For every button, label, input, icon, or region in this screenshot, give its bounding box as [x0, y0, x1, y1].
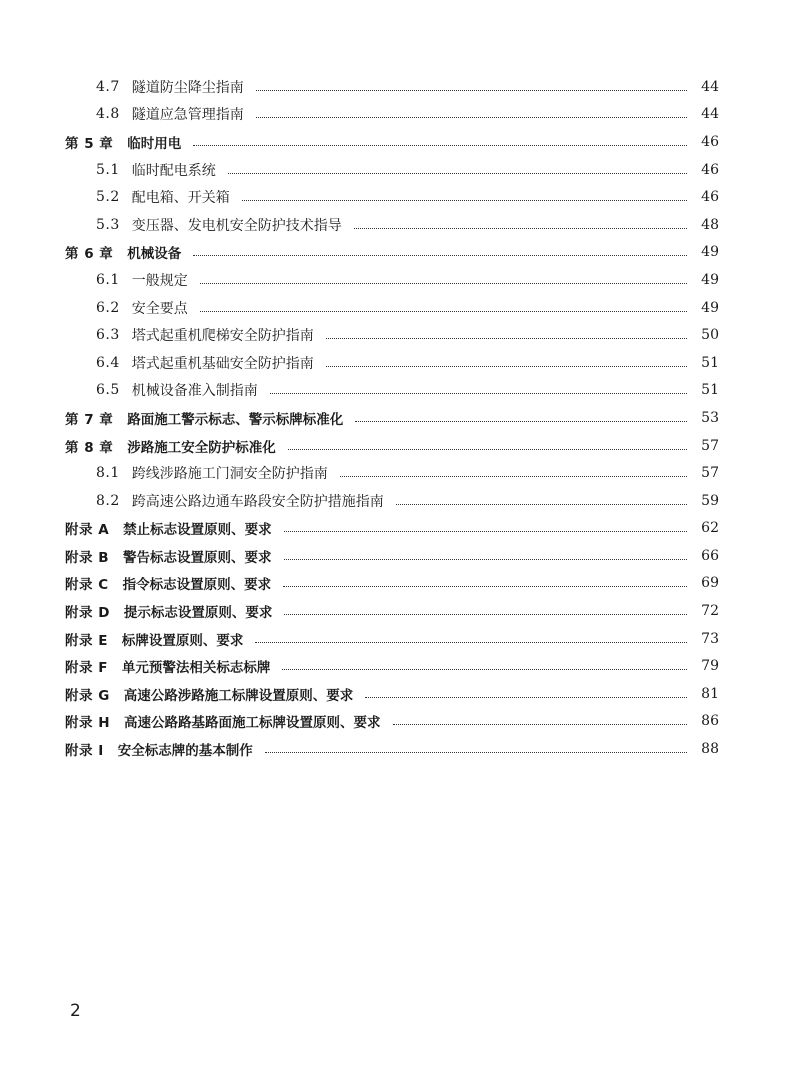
toc-entry[interactable]	[0, 570, 790, 598]
toc-entry-page: 73	[701, 630, 719, 647]
dot-leader	[255, 641, 687, 643]
toc-entry[interactable]	[0, 652, 790, 680]
toc-entry-number: 8.2	[96, 492, 120, 509]
toc-entry-page: 62	[701, 520, 719, 537]
dot-leader	[256, 89, 687, 91]
toc-entry[interactable]	[0, 432, 790, 460]
toc-entry[interactable]	[0, 680, 790, 708]
toc-entry[interactable]	[0, 211, 790, 239]
toc-entry[interactable]	[0, 487, 790, 515]
toc-entry-number: 8.1	[96, 465, 120, 482]
toc-entry[interactable]	[0, 515, 790, 543]
toc-entry-title: 高速公路路基路面施工标牌设置原则、要求	[124, 715, 381, 732]
toc-entry[interactable]	[0, 239, 790, 267]
toc-entry[interactable]	[0, 625, 790, 653]
dot-leader	[228, 172, 687, 174]
toc-entry[interactable]	[0, 156, 790, 184]
dot-leader	[284, 613, 687, 615]
dot-leader	[284, 530, 687, 532]
toc-entry-number: 6.5	[96, 382, 120, 399]
dot-leader	[282, 668, 687, 670]
toc-entry-number: 5.3	[96, 216, 120, 233]
dot-leader	[256, 116, 687, 118]
toc-entry-title: 安全要点	[131, 300, 188, 317]
dot-leader	[283, 585, 687, 587]
toc-entry[interactable]	[0, 128, 790, 156]
toc-entry[interactable]	[0, 101, 790, 129]
dot-leader	[288, 448, 687, 450]
toc-entry-page: 49	[701, 271, 719, 288]
toc-entry-title: 隧道应急管理指南	[131, 107, 244, 124]
toc-entry-page: 57	[701, 465, 719, 482]
toc-entry-number: 附录 B	[65, 549, 109, 566]
toc-entry-page: 81	[701, 685, 719, 702]
toc-entry-page: 69	[701, 575, 719, 592]
dot-leader	[396, 503, 687, 505]
toc-entry-title: 隧道防尘降尘指南	[131, 79, 244, 96]
dot-leader	[355, 420, 687, 422]
toc-entry-number: 附录 G	[65, 687, 110, 704]
toc-entry-title: 涉路施工安全防护标准化	[127, 439, 276, 456]
toc-entry-page: 66	[701, 547, 719, 564]
toc-entry[interactable]	[0, 597, 790, 625]
toc-entry-number: 附录 D	[65, 605, 110, 622]
toc-entry[interactable]	[0, 377, 790, 405]
toc-entry-page: 51	[701, 382, 719, 399]
toc-entry-title: 机械设备	[127, 246, 182, 263]
toc-entry-number: 附录 E	[65, 632, 108, 649]
dot-leader	[193, 254, 687, 256]
dot-leader	[270, 392, 687, 394]
page-number: 2	[70, 1001, 81, 1021]
toc-entry-title: 高速公路涉路施工标牌设置原则、要求	[123, 687, 354, 704]
toc-entry-number: 4.7	[96, 78, 120, 95]
toc-entry-title: 指令标志设置原则、要求	[122, 577, 272, 594]
toc-entry-title: 警告标志设置原则、要求	[123, 549, 272, 566]
toc-entry-page: 46	[701, 161, 719, 178]
toc-entry-number: 第 5 章	[65, 135, 114, 152]
toc-entry[interactable]	[0, 349, 790, 377]
toc-entry-title: 跨线涉路施工门洞安全防护指南	[131, 466, 328, 483]
toc-entry-page: 50	[701, 327, 719, 344]
toc-entry-page: 46	[701, 133, 719, 150]
toc-entry-page: 86	[701, 713, 719, 730]
toc-entry-number: 第 7 章	[65, 411, 114, 428]
toc-entry[interactable]	[0, 73, 790, 101]
toc-entry-title: 临时配电系统	[131, 162, 216, 179]
toc-entry-number: 6.2	[96, 299, 120, 316]
toc-entry-title: 一般规定	[131, 272, 188, 289]
toc-entry[interactable]	[0, 542, 790, 570]
toc-entry-title: 路面施工警示标志、警示标牌标准化	[127, 411, 344, 428]
toc-entry[interactable]	[0, 459, 790, 487]
toc-entry[interactable]	[0, 708, 790, 736]
dot-leader	[265, 751, 687, 753]
toc-entry-page: 49	[701, 299, 719, 316]
toc-entry-number: 6.1	[96, 271, 120, 288]
toc-entry-title: 安全标志牌的基本制作	[117, 743, 253, 760]
toc-entry-number: 5.2	[96, 189, 120, 206]
toc-entry-number: 6.4	[96, 354, 120, 371]
toc-entry-title: 禁止标志设置原则、要求	[123, 522, 272, 539]
toc-entry-number: 5.1	[96, 161, 120, 178]
toc-entry-page: 88	[701, 741, 719, 758]
dot-leader	[340, 475, 687, 477]
toc-entry-title: 标牌设置原则、要求	[121, 632, 244, 649]
toc-entry-page: 46	[701, 189, 719, 206]
dot-leader	[326, 365, 687, 367]
toc-entry-page: 49	[701, 244, 719, 261]
toc-entry-page: 51	[701, 354, 719, 371]
toc-entry-title: 机械设备准入制指南	[131, 383, 258, 400]
dot-leader	[193, 144, 687, 146]
toc-entry-title: 临时用电	[127, 135, 182, 152]
toc-entry-page: 59	[701, 492, 719, 509]
dot-leader	[354, 227, 687, 229]
toc-entry-number: 4.8	[96, 106, 120, 123]
dot-leader	[365, 696, 687, 698]
dot-leader	[200, 282, 687, 284]
toc-entry-page: 44	[701, 78, 719, 95]
dot-leader	[326, 337, 687, 339]
toc-entry[interactable]	[0, 266, 790, 294]
toc-entry-number: 6.3	[96, 327, 120, 344]
toc-entry-title: 塔式起重机爬梯安全防护指南	[131, 328, 314, 345]
toc-entry[interactable]	[0, 294, 790, 322]
toc-entry[interactable]	[0, 321, 790, 349]
toc-entry-number: 附录 C	[65, 577, 109, 594]
toc-entry-page: 72	[701, 603, 719, 620]
toc-entry-number: 附录 I	[65, 743, 104, 760]
dot-leader	[284, 558, 688, 560]
toc-entry-title: 单元预警法相关标志标牌	[121, 660, 271, 677]
table-of-contents	[0, 73, 790, 763]
toc-entry-page: 48	[701, 216, 719, 233]
toc-entry-page: 57	[701, 437, 719, 454]
toc-entry-page: 44	[701, 106, 719, 123]
toc-entry[interactable]	[0, 183, 790, 211]
dot-leader	[200, 310, 687, 312]
toc-entry-number: 附录 A	[65, 522, 110, 539]
toc-entry[interactable]	[0, 735, 790, 763]
toc-entry[interactable]	[0, 404, 790, 432]
toc-entry-number: 附录 H	[65, 715, 110, 732]
dot-leader	[393, 723, 688, 725]
toc-entry-number: 第 8 章	[65, 439, 114, 456]
dot-leader	[242, 199, 687, 201]
toc-entry-number: 第 6 章	[65, 246, 114, 263]
toc-entry-page: 79	[701, 658, 719, 675]
toc-entry-title: 配电箱、开关箱	[131, 190, 230, 207]
toc-entry-number: 附录 F	[65, 660, 108, 677]
toc-entry-title: 提示标志设置原则、要求	[123, 605, 273, 622]
toc-entry-title: 塔式起重机基础安全防护指南	[131, 355, 314, 372]
toc-entry-page: 53	[701, 409, 719, 426]
toc-entry-title: 变压器、发电机安全防护技术指导	[131, 217, 342, 234]
toc-entry-title: 跨高速公路边通车路段安全防护措施指南	[131, 493, 384, 510]
